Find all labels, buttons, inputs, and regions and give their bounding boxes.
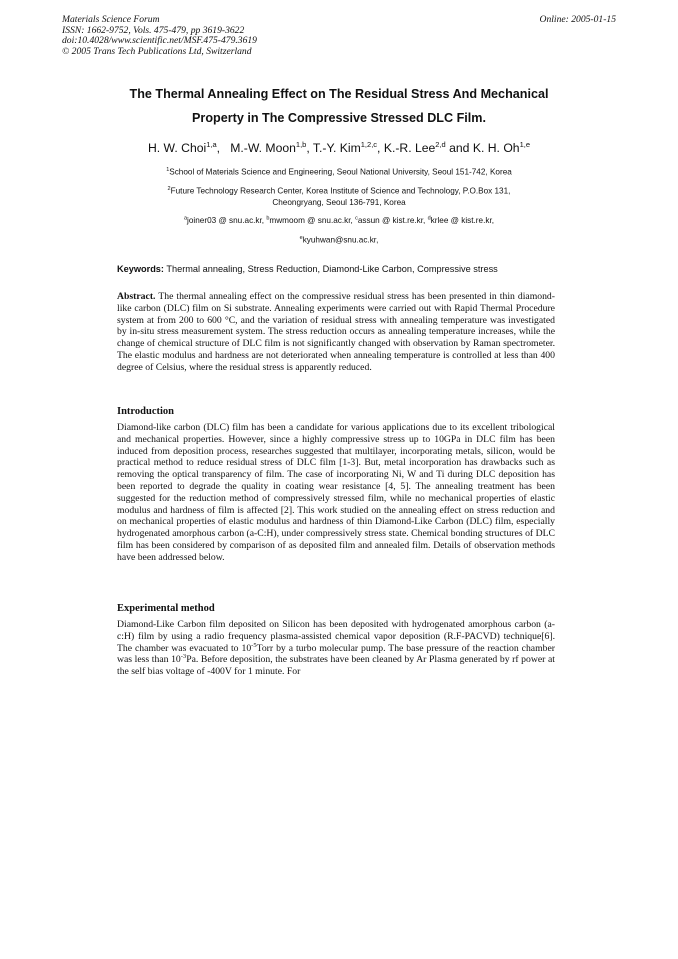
keywords-label: Keywords: [117, 264, 164, 274]
copyright-line: © 2005 Trans Tech Publications Ltd, Switzerland [62, 45, 252, 57]
keywords [117, 264, 498, 274]
online-date: Online: 2005-01-15 [539, 14, 616, 25]
author-affiliation-marker: 1,2,c [360, 140, 378, 149]
email-e [0, 233, 678, 246]
email-list [0, 213, 678, 226]
affiliation-2-line-1: Future Technology Research Center, Korea Institute of Science and Technology, P.O.Box 131, [170, 186, 511, 196]
exp-text-3: Pa. Before deposition, the substrates have been cleaned by Ar Plasma generated by rf power at the self bias voltage of -400V for 1 minute. For [117, 654, 555, 678]
email-e-text: kyuhwan@snu.ac.kr, [302, 236, 379, 246]
affiliation-1 [0, 165, 678, 178]
author [148, 141, 230, 155]
author-separator: and [445, 141, 473, 156]
author-affiliation-marker: 1,b [295, 140, 307, 149]
affiliations [0, 165, 678, 246]
email-marker: c [355, 215, 358, 222]
experimental-paragraph [117, 619, 555, 678]
abstract-label: Abstract. [117, 291, 156, 302]
paper-title [0, 82, 678, 130]
author [384, 141, 473, 155]
keywords-text: Thermal annealing, Stress Reduction, Diamond-Like Carbon, Compressive stress [166, 264, 498, 274]
affiliation-1-text: School of Materials Science and Engineering, Seoul National University, Seoul 151-742, Korea [169, 167, 512, 177]
exp-text-2: Torr by a turbo molecular pump. The base pressure of the reaction chamber was less than 10 [117, 642, 555, 666]
author-separator: , [377, 141, 384, 156]
email [355, 216, 428, 225]
email-marker: d [427, 215, 431, 222]
email-text: joiner03 @ snu.ac.kr, [187, 216, 267, 226]
exp-exponent-1: -5 [251, 641, 257, 649]
author-name: H. W. Choi [147, 141, 207, 156]
exp-text-1: Diamond-Like Carbon film deposited on Silicon has been deposited with hydrogenated amorphous carbon (a-c:H) film by using a radio frequency plasma-assisted chemical vapor deposition (R.F-PACVD) technique[6]. The chamber was evacuated to 10 [117, 619, 555, 654]
author-separator: , [306, 141, 313, 156]
email [184, 216, 266, 225]
author [230, 141, 313, 155]
issn-line: ISSN: 1662-9752, Vols. 475-479, pp 3619-3622 [62, 24, 245, 36]
author-name: T.-Y. Kim [312, 141, 361, 156]
experimental-heading: Experimental method [117, 603, 215, 614]
abstract-text: The thermal annealing effect on the compressive residual stress has been presented in thin diamond-like carbon (DLC) film on Si substrate. Annealing experiments were carried out with Rapid Thermal Procedure system at from 200 to 600 °C, and the variation of residual stress with annealing temperature was investigated by in-situ stress measurement system. The stress reduction occurs as annealing temperature increases, while the change of chemical structure of DLC film is not significantly changed with observation by Raman spectrometer. The elastic modulus and hardness are not deteriorated when annealing temperature is controlled at less than 400 degree of Celsius, where the residual stress is apparently reduced. [117, 291, 555, 373]
email-text: krlee @ kist.re.kr, [430, 216, 495, 226]
affiliation-2-line-2: Cheongryang, Seoul 136-791, Korea [272, 198, 406, 208]
email-e-marker: e [299, 235, 303, 242]
email-marker: b [266, 215, 270, 222]
abstract [117, 291, 555, 374]
author [313, 141, 384, 155]
journal-name: Materials Science Forum [62, 14, 160, 25]
affiliation-2 [0, 184, 678, 197]
email [428, 216, 494, 225]
author-affiliation-marker: 2,d [435, 140, 446, 149]
author [473, 141, 530, 155]
intro-paragraph [117, 422, 555, 564]
email-marker: a [183, 215, 188, 222]
author-affiliation-marker: 1,e [519, 140, 531, 149]
intro-heading: Introduction [117, 406, 174, 417]
journal-header [62, 15, 257, 57]
author-affiliation-marker: 1,a [206, 140, 217, 149]
doi-line: doi:10.4028/www.scientific.net/MSF.475-479.3619 [62, 35, 257, 46]
email [266, 216, 355, 225]
title-line-2: Property in The Compressive Stressed DLC Film. [192, 111, 486, 125]
intro-text: Diamond-like carbon (DLC) film has been a candidate for various applications due to its excellent tribological and mechanical properties. However, since a highly compressive stress up to 10GPa in DLC film has been induced from deposition process, researches suggested that multilayer, incorporating metals, silicon, would be practical method to reduce residual stress of DLC film [1-3]. But, metal incorporation has drawbacks such as removing the optical transparency of film. The case of incorporating Ni, W and Ti during DLC deposition has been reported to degrade the quality in coating wear resistance [4, 5]. The annealing treatment has been suggested for the reduction method of compressively stressed film, while no mechanical properties of elastic modulus and hardness of film is affected [2]. This work studied on the annealing effect on stress reduction and on mechanical properties of elastic modulus and hardness of thin Diamond-Like Carbon (DLC) film, especially hydrogenated amorphous carbon (a-C:H), under compressively stress state. Chemical bonding structures of DLC film has been considered by comparison of as deposited film and annealed film. Details of observation methods have been addressed below. [117, 422, 555, 563]
author-name: K. H. Oh [472, 141, 520, 156]
author-list [0, 140, 678, 155]
title-line-1: The Thermal Annealing Effect on The Residual Stress And Mechanical [129, 87, 549, 101]
author-name: M.-W. Moon [230, 141, 296, 156]
author-separator: , [216, 141, 231, 156]
email-text: mwmoom @ snu.ac.kr, [269, 216, 356, 226]
email-text: assun @ kist.re.kr, [357, 216, 428, 226]
affiliation-2-marker: 2 [167, 186, 171, 193]
author-name: K.-R. Lee [383, 141, 436, 156]
exp-exponent-2: -3 [180, 653, 187, 661]
affiliation-1-marker: 1 [166, 167, 170, 173]
